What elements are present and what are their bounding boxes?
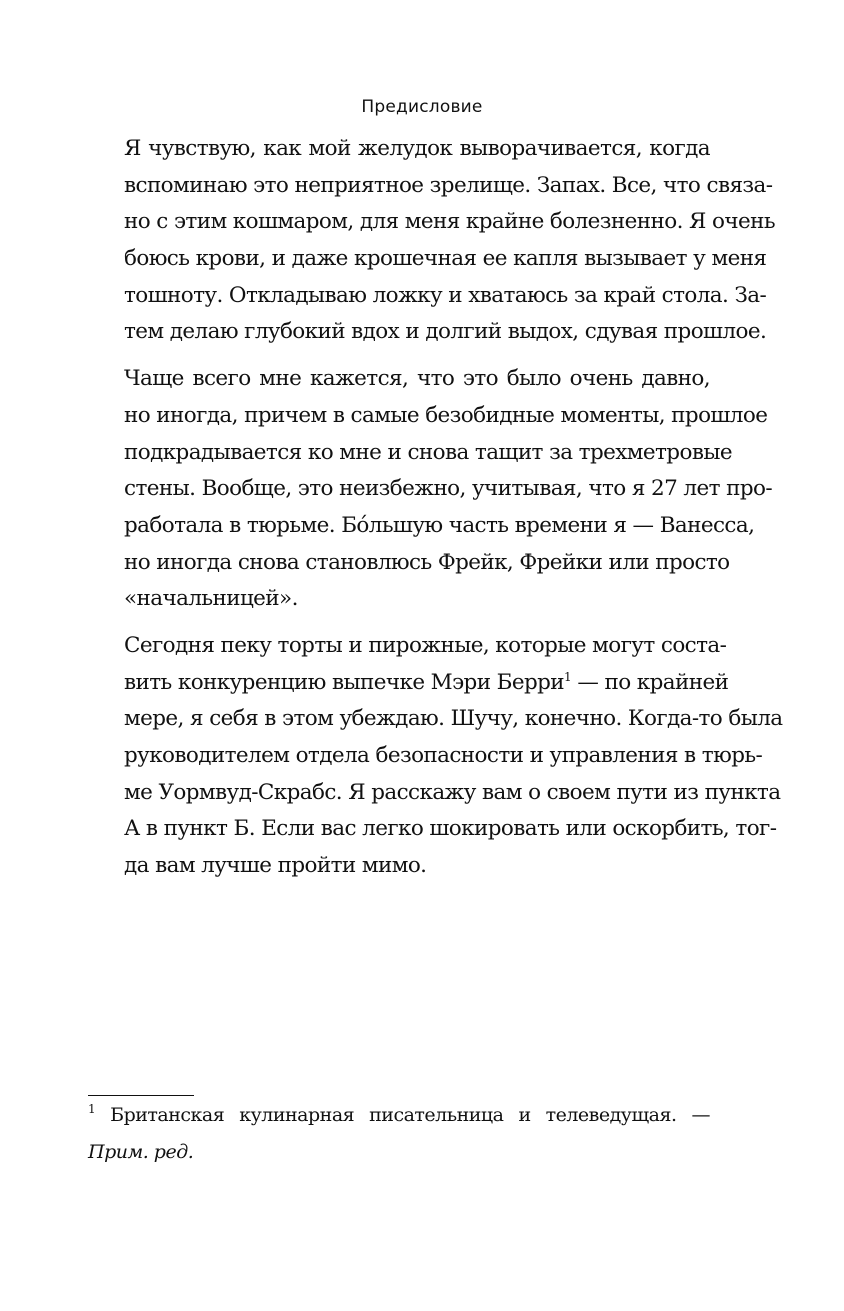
body-text	[88, 131, 783, 895]
text-line: стены. Вообще, это неизбежно, учитывая, что я 27 лет про-	[124, 476, 773, 502]
text-line: работала в тюрьме. Бóльшую часть времени я — Ванесса,	[124, 512, 755, 538]
text-line: руководителем отдела безопасности и управления в тюрь-	[124, 743, 763, 768]
text-line: тошноту. Откладываю ложку и хватаюсь за край стола. За-	[124, 282, 767, 308]
footnote-editor-note: Прим. ред.	[88, 1140, 194, 1163]
footnote-line	[88, 1099, 710, 1136]
footnote-text: Британская кулинарная писательница и телеведущая. —	[110, 1104, 710, 1126]
text-line: боюсь крови, и даже крошечная ее капля вызывает у меня	[124, 246, 767, 272]
text-line: подкрадывается ко мне и снова тащит за трехметровые	[124, 439, 732, 465]
text-line: ме Уормвуд-Скрабс. Я расскажу вам о своем пути из пункта	[124, 779, 781, 805]
text-segment: — по крайней	[571, 669, 729, 695]
text-line: А в пункт Б. Если вас легко шокировать или оскорбить, тог-	[124, 816, 777, 842]
text-line: Чаще всего мне кажется, что это было очень давно,	[124, 366, 710, 392]
text-line-with-footnote	[88, 665, 729, 702]
text-line: но иногда снова становлюсь Фрейк, Фрейки или просто	[124, 549, 730, 575]
text-line: но с этим кошмаром, для меня крайне болезненно. Я очень	[124, 209, 775, 235]
text-line: Я чувствую, как мой желудок выворачивается, когда	[124, 136, 710, 161]
footnote-divider	[88, 1095, 194, 1096]
paragraph-2	[88, 361, 773, 618]
text-line: да вам лучше пройти мимо.	[124, 853, 427, 879]
footnote-reference[interactable]: 1	[564, 669, 572, 684]
text-line: вспоминаю это неприятное зрелище. Запах. Все, что связа-	[124, 172, 773, 198]
text-line: тем делаю глубокий вдох и долгий выдох, сдувая прошлое.	[124, 319, 767, 345]
paragraph-3	[88, 628, 783, 885]
footnote	[88, 1099, 710, 1168]
text-line: мере, я себя в этом убеждаю. Шучу, конечно. Когда-то была	[124, 706, 783, 732]
text-segment: вить конкуренцию выпечке Мэри Берри	[124, 669, 565, 695]
running-head: Предисловие	[361, 97, 483, 117]
paragraph-1	[88, 131, 775, 351]
text-line: но иногда, причем в самые безобидные моменты, прошлое	[124, 402, 768, 428]
text-line: Сегодня пеку торты и пирожные, которые могут соста-	[124, 632, 727, 658]
footnote-number: 1	[88, 1102, 96, 1116]
text-line: «начальницей».	[124, 586, 298, 612]
